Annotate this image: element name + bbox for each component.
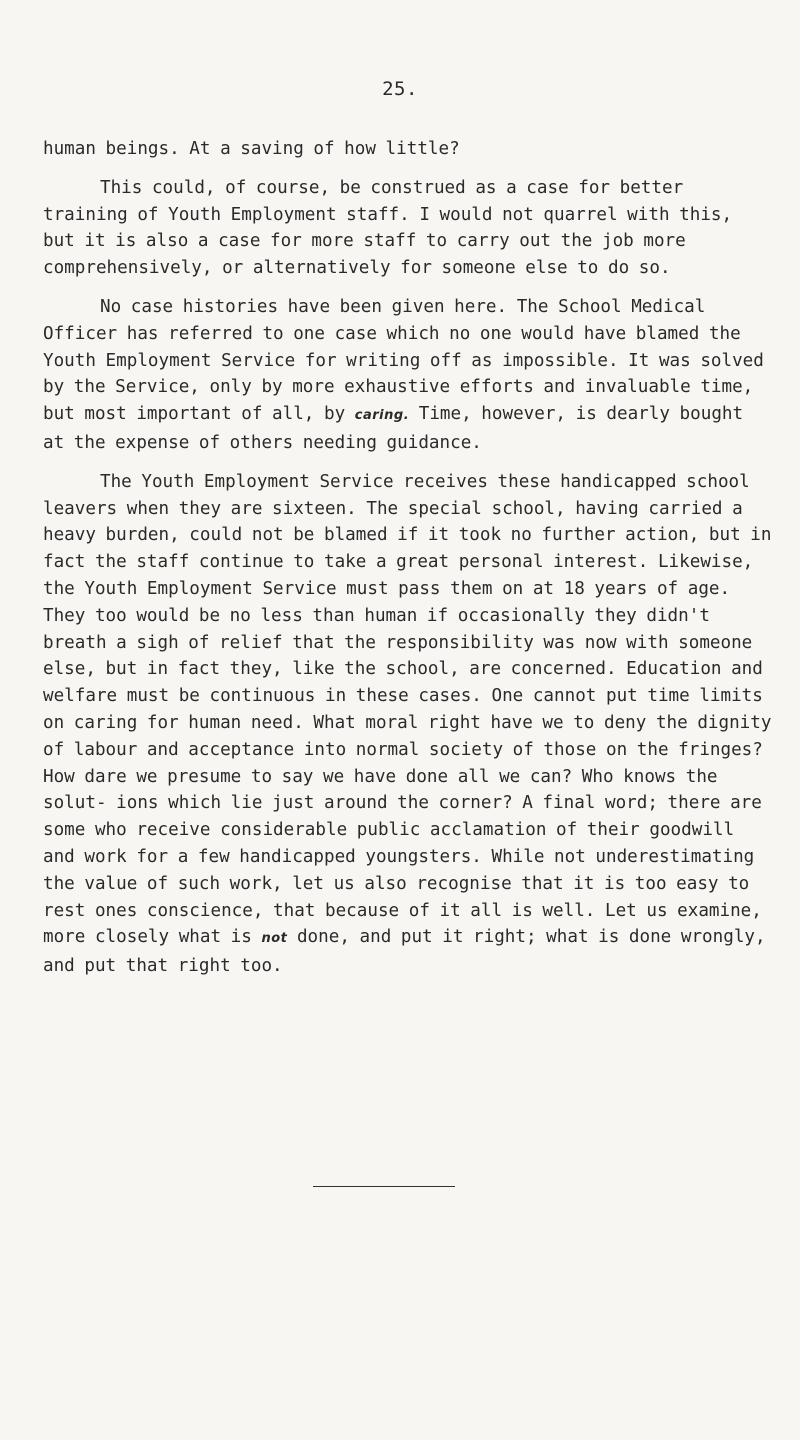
paragraph-4-text-after: done, and put it right; what is done wrongly, and put that right too. xyxy=(43,927,766,977)
emphasis-caring: caring. xyxy=(354,408,410,424)
paragraph-2: This could, of course, be construed as a case for better training of Youth Employment staff. I would not quarrel with this, but it is also a case for more staff to carry out the job more comprehensively, or alternatively for someone else to do so. xyxy=(43,177,733,279)
end-rule xyxy=(313,1186,455,1187)
paragraph-4-text-before: The Youth Employment Service receives these handicapped school leavers when they are sixteen. The special school, having carried a heavy burden, could not be blamed if it took no further action, but in fact the staff continue to take a great personal interest. Likewise, the Youth Employment Service must pass them on at 18 years of age. They too would be no less than human if occasionally they didn't breath a sigh of relief that the responsibility was now with someone else, but in fact they, like the school, are concerned. Education and welfare must be continuous in these cases. One cannot put time limits on caring for human need. What moral right have we to deny the dignity of labour and acceptance into normal society of those on the fringes? How dare we presume to say we have done all we can? Who knows the solut- ions which lie just around the corner? A final word; there are some who receive considerable public acclamation of their goodwill and work for a few handicapped youngsters. While not underestimating the value of such work, let us also recognise that it is too easy to rest ones conscience, that because of it all is well. Let us examine, more closely what is xyxy=(43,471,772,948)
emphasis-not: not xyxy=(261,931,288,947)
paragraph-3-text-after: Time, however, is dearly bought at the expense of others needing guidance. xyxy=(43,404,744,453)
document-body xyxy=(43,136,773,992)
paragraph-4 xyxy=(43,469,773,980)
paragraph-3-text-before: No case histories have been given here. The School Medical Officer has referred to one case which no one would have blamed the Youth Employment Service for writing off as impossible. It was solved by the Service, only by more exhaustive efforts and invaluable time, but most important of all, by xyxy=(43,296,764,425)
page-number: 25. xyxy=(382,78,418,100)
paragraph-3 xyxy=(43,294,773,457)
paragraph-1: human beings. At a saving of how little? xyxy=(43,139,460,159)
